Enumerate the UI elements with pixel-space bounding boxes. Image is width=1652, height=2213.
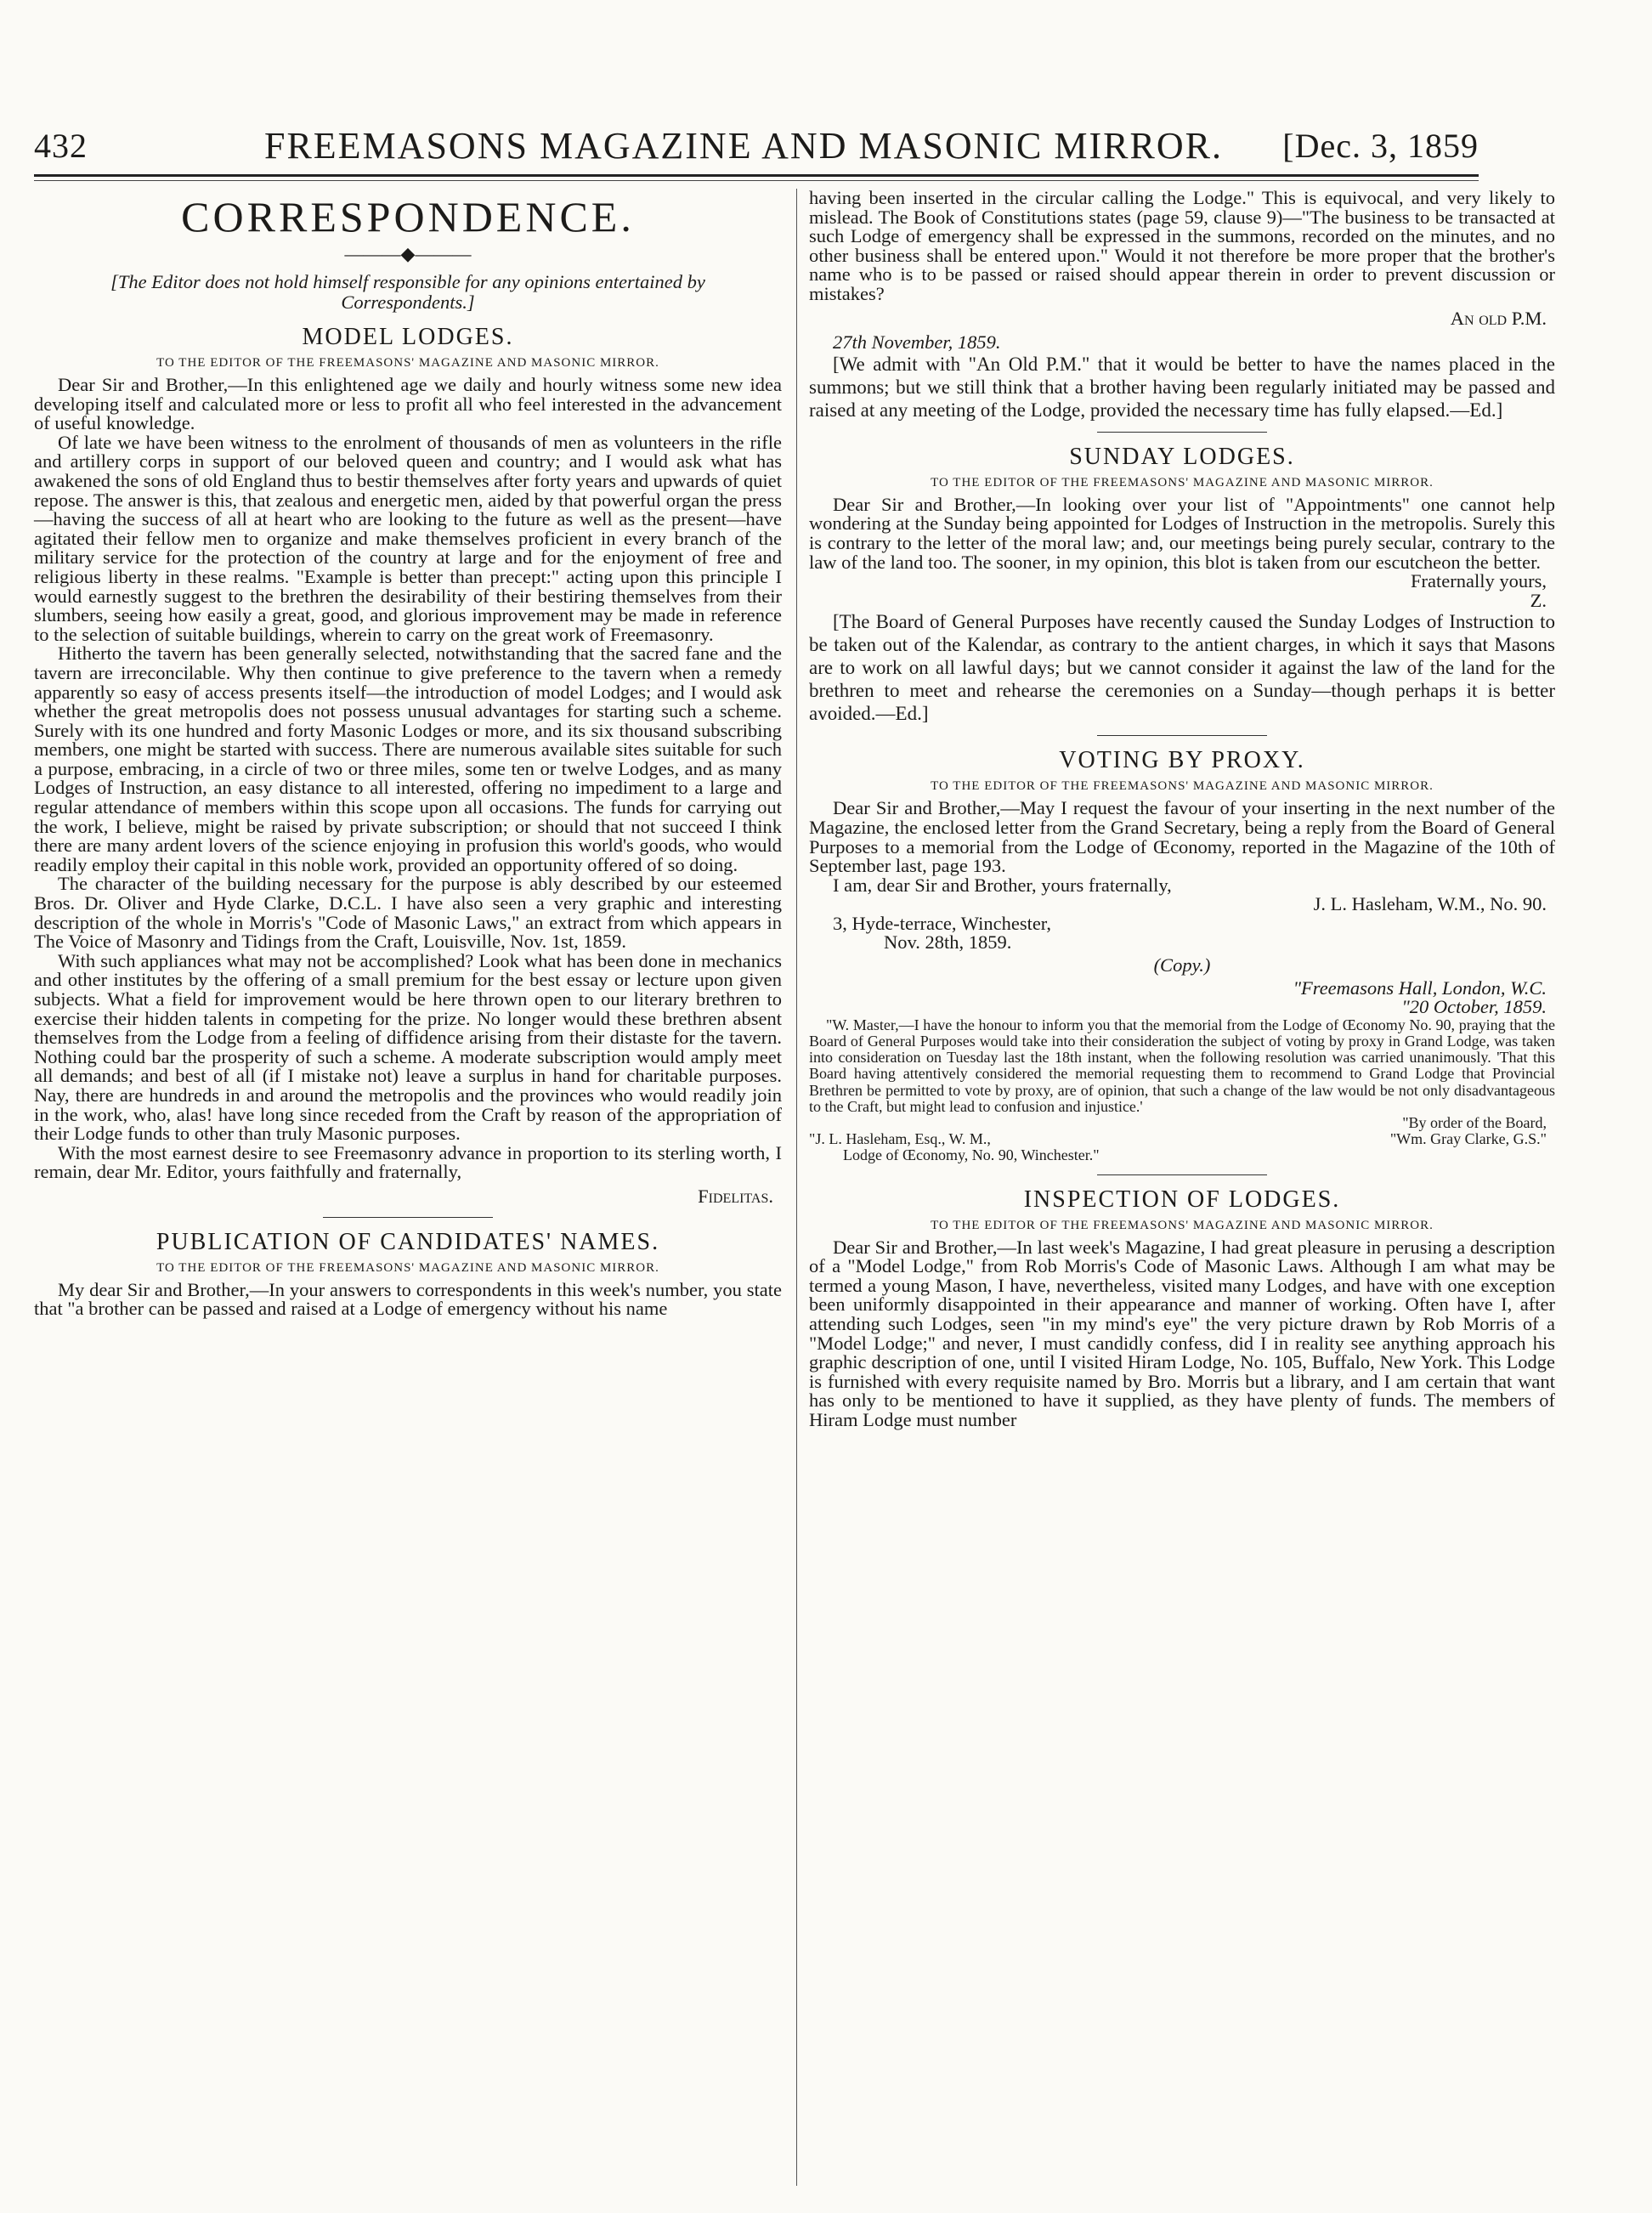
- separator-rule: [1097, 432, 1267, 433]
- article-heading-voting: VOTING BY PROXY.: [1059, 747, 1305, 774]
- paragraph: Of late we have been witness to the enrolment of thousands of men as volunteers in the rifle and artillery corps in support of our beloved queen and country; and I would ask what has awakened the sons of old England thus to bestir themselves after forty years and upwards of quiet repose. The answer is this, that zealous and energetic men, aided by that powerful organ the press—having the success of all at heart who are looking to the future as well as the present—have agitated their fellow men to organize and make themselves proficient in every branch of the military service for the protection of the country at large and for the enjoyment of free and religious liberty in these realms. "Example is better than precept:" acting upon this principle I would earnestly suggest to the brethren the desirability of their bestiring themselves from their slumbers, seeing how easily a great, good, and glorious improvement may be made in reference to the selection of suitable buildings, wherein to carry on the great work of Freemasonry.: [34, 431, 782, 645]
- to-editor-line: TO THE EDITOR OF THE FREEMASONS' MAGAZINE AND MASONIC MIRROR.: [931, 779, 1434, 794]
- letter-footer: [809, 1131, 1547, 1147]
- separator-rule: [1097, 1174, 1267, 1175]
- closing: Fraternally yours,: [1411, 570, 1547, 592]
- grand-secretary: "Wm. Gray Clarke, G.S.": [1389, 1130, 1547, 1148]
- editor-note: [The Board of General Purposes have recently caused the Sunday Lodges of Instruction to be taken out of the Kalendar, as contrary to the antient charges, in which it says that Masons are to work on all lawful days; but we cannot consider it against the law of the land for the brethren to meet and rehearse the ceremonies on a Sunday—though perhaps it is better avoided.—Ed.]: [809, 611, 1555, 725]
- lodge-line: Lodge of Œconomy, No. 90, Winchester.": [843, 1146, 1100, 1164]
- header-rule: [34, 174, 1479, 177]
- article-heading-publication: PUBLICATION OF CANDIDATES' NAMES.: [156, 1228, 660, 1255]
- paragraph: Dear Sir and Brother,—In last week's Magazine, I had great pleasure in perusing a description of a "Model Lodge," from Rob Morris's Code of Masonic Laws. Although I am what may be termed a young Mason, I have, nevertheless, visited many Lodges, and have with one exception been uniformly disappointed in their appearance and manner of working. Often have I, after attending such Lodges, seen "in my mind's eye" the very picture drawn by Rob Morris of a "Model Lodge;" and never, I must candidly confess, did I in reality see anything approach his graphic description of one, until I visited Hiram Lodge, No. 105, Buffalo, New York. This Lodge is furnished with every requisite named by Bro. Morris but a library, and I am certain that want has only to be mentioned to have it supplied, as they have plenty of funds. The members of Hiram Lodge must number: [809, 1236, 1555, 1431]
- paragraph: With such appliances what may not be accomplished? Look what has been done in mechanics and other institutes by the offering of a small premium for the best essay or lecture upon given subjects. What a field for improvement would be here thrown open to our literary brethren to exercise their hidden talents in competing for the prize. No longer would these brethren absent themselves from the Lodge from a feeling of diffidence arising from their distaste for the tavern. Nothing could bar the prosperity of such a scheme. A moderate subscription would amply meet all demands; and best of all (if I mistake not) leave a surplus in hand for charitable purposes. Nay, there are hundreds in and around the metropolis and the provinces who would readily join in the work, who, alas! have long since receded from the Craft by reason of the appropriation of their Lodge funds to other than truly Masonic purposes.: [34, 949, 782, 1145]
- quoted-letter: [809, 1017, 1555, 1164]
- addressee: "J. L. Hasleham, Esq., W. M.,: [809, 1130, 991, 1148]
- article-heading-sunday-lodges: SUNDAY LODGES.: [1069, 443, 1295, 470]
- paragraph: I am, dear Sir and Brother, yours fraternally,: [833, 874, 1172, 896]
- signature: Z.: [1530, 589, 1547, 611]
- letter-date: Nov. 28th, 1859.: [884, 931, 1012, 954]
- column-divider: [796, 189, 797, 2186]
- copy-date: "20 October, 1859.: [1401, 996, 1547, 1018]
- issue-date: [Dec. 3, 1859: [1282, 127, 1479, 165]
- by-order: "By order of the Board,: [1402, 1114, 1547, 1132]
- editor-note: [We admit with "An Old P.M." that it would be better to have the names placed in the summons; but we still think that a brother having been regularly initiated may be passed and raised at any meeting of the Lodge, provided the necessary time has fully elapsed.—Ed.]: [809, 353, 1555, 421]
- paragraph: With the most earnest desire to see Freemasonry advance in proportion to its sterling worth, I remain, dear Mr. Editor, yours faithfully and fraternally,: [34, 1141, 782, 1183]
- letter-date: 27th November, 1859.: [833, 331, 1001, 354]
- magazine-title: FREEMASONS MAGAZINE AND MASONIC MIRROR.: [263, 125, 1223, 167]
- header-rule-thin: [34, 180, 1479, 181]
- copy-label: (Copy.): [1153, 954, 1211, 976]
- signature: J. L. Hasleham, W.M., No. 90.: [1313, 893, 1547, 915]
- section-title: CORRESPONDENCE.: [181, 193, 635, 241]
- paragraph: having been inserted in the circular calling the Lodge." This is equivocal, and very likely to mislead. The Book of Constitutions states (page 59, clause 9)—"The business to be transacted at such Lodge of emergency shall be expressed in the summons, recorded on the minutes, and no other business shall be entered upon." Would it not therefore be more proper that the brother's name who is to be passed or raised should appear therein in order to prevent discussion or mistakes?: [809, 187, 1555, 304]
- to-editor-line: TO THE EDITOR OF THE FREEMASONS' MAGAZINE AND MASONIC MIRROR.: [931, 1218, 1434, 1232]
- address: 3, Hyde-terrace, Winchester,: [833, 912, 1052, 934]
- separator-rule: [1097, 735, 1267, 736]
- page-number: 432: [34, 127, 88, 165]
- article-heading-model-lodges: MODEL LODGES.: [302, 324, 514, 350]
- to-editor-line: TO THE EDITOR OF THE FREEMASONS' MAGAZINE AND MASONIC MIRROR.: [156, 1260, 659, 1275]
- paragraph: Dear Sir and Brother,—May I request the favour of your inserting in the next number of the Magazine, the enclosed letter from the Grand Secretary, being a reply from the Board of General Purposes to a memorial from the Lodge of Œconomy, reported in the Magazine of the 10th of September last, page 193.: [809, 797, 1555, 877]
- paragraph: Dear Sir and Brother,—In this enlightened age we daily and hourly witness some new idea developing itself and calculated more or less to profit all who feel interested in the advancement of useful knowledge.: [34, 374, 782, 434]
- paragraph: The character of the building necessary for the purpose is ably described by our esteemed Bros. Dr. Oliver and Hyde Clarke, D.C.L. I have also seen a very graphic and interesting description of the whole in Morris's "Code of Masonic Laws," an extract from which appears in The Voice of Masonry and Tidings from the Craft, Louisville, Nov. 1st, 1859.: [34, 873, 782, 953]
- signature: Fidelitas.: [698, 1185, 773, 1207]
- copy-address: "Freemasons Hall, London, W.C.: [1293, 976, 1547, 999]
- to-editor-line: TO THE EDITOR OF THE FREEMASONS' MAGAZINE AND MASONIC MIRROR.: [156, 356, 659, 370]
- signature: An old P.M.: [1450, 307, 1547, 329]
- separator-rule: [323, 1217, 493, 1218]
- page-header: [34, 119, 1479, 178]
- paragraph: My dear Sir and Brother,—In your answers to correspondents in this week's number, you state that "a brother can be passed and raised at a Lodge of emergency without his name: [34, 1278, 782, 1320]
- left-column: [34, 189, 782, 1319]
- right-column: [809, 189, 1555, 1430]
- paragraph: "W. Master,—I have the honour to inform you that the memorial from the Lodge of Œconomy No. 90, praying that the Board of General Purposes would take into their consideration the subject of voting by proxy in Grand Lodge, was taken into consideration on Tuesday last the 18th instant, when the following resolution was carried unanimously. 'That this Board having attentively considered the memorial requesting them to recommend to Grand Lodge that Provincial Brethren be permitted to vote by proxy, are of opinion, that such a change of the law would be not only disadvantageous to the Craft, but might lead to confusion and injustice.': [809, 1016, 1555, 1115]
- editor-disclaimer: [The Editor does not hold himself responsible for any opinions entertained by Correspondents.]: [110, 271, 705, 313]
- to-editor-line: TO THE EDITOR OF THE FREEMASONS' MAGAZINE AND MASONIC MIRROR.: [931, 475, 1434, 490]
- ornament-divider: ———◆———: [344, 243, 472, 264]
- paragraph: Hitherto the tavern has been generally selected, notwithstanding that the sacred fane and the tavern are irreconcilable. Why then continue to give preference to the tavern when a remedy apparently so easy of access presents itself—the introduction of model Lodges; and I would ask whether the great metropolis does not possess unusual advantages for starting such a scheme. Surely with its one hundred and forty Masonic Lodges or more, and its six thousand subscribing members, one might be started with success. There are numerous available sites suitable for such a purpose, embracing, in a circle of two or three miles, some ten or twelve Lodges, and as many Lodges of Instruction, an easy distance to all interested, offering no impediment to a large and regular attendance of members within this scope upon all occasions. The funds for carrying out the work, I believe, might be raised by private subscription; or should that not succeed I think there are many ardent lovers of the science enjoying in profusion this world's goods, who would readily employ their capital in this noble work, provided an opportunity offered of so doing.: [34, 642, 782, 875]
- paragraph: Dear Sir and Brother,—In looking over your list of "Appointments" one cannot help wondering at the Sunday being appointed for Lodges of Instruction in the metropolis. Surely this is contrary to the letter of the moral law; and, our meetings being purely secular, contrary to the law of the land too. The sooner, in my opinion, this blot is taken from our escutcheon the better.: [809, 493, 1555, 573]
- article-heading-inspection: INSPECTION OF LODGES.: [1023, 1186, 1341, 1213]
